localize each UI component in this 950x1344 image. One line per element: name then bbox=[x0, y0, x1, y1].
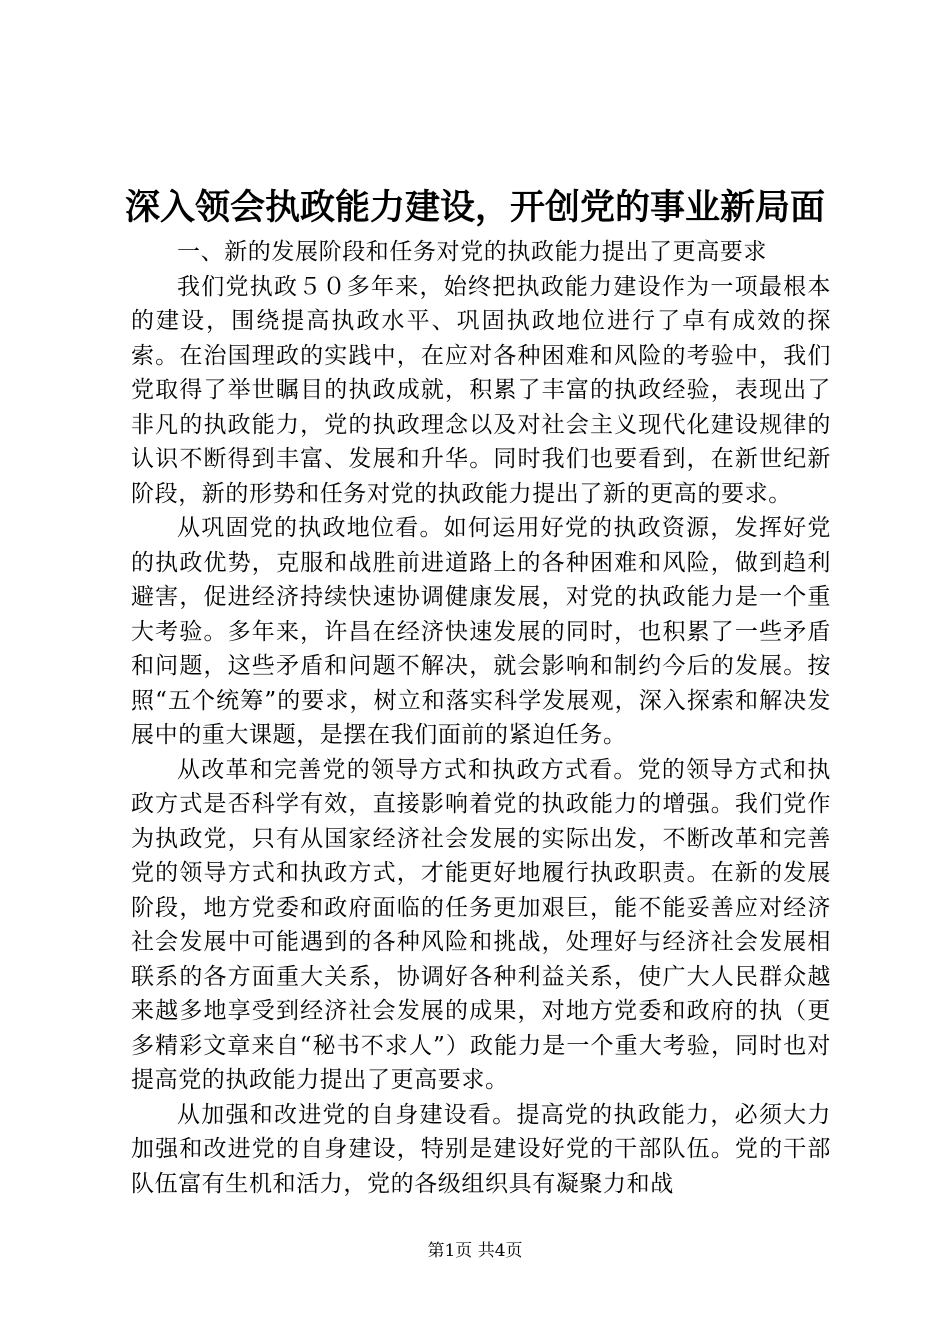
document-body bbox=[131, 235, 831, 1201]
paragraph: 从改革和完善党的领导方式和执政方式看。党的领导方式和执政方式是否科学有效，直接影响着党的执政能力的增强。我们党作为执政党，只有从国家经济社会发展的实际出发，不断改革和完善党的领导方式和执政方式，才能更好地履行执政职责。在新的发展阶段，地方党委和政府面临的任务更加艰巨，能不能妥善应对经济社会发展中可能遇到的各种风险和挑战，处理好与经济社会发展相联系的各方面重大关系，协调好各种利益关系，使广大人民群众越来越多地享受到经济社会发展的成果，对地方党委和政府的执（更多精彩文章来自“秘书不求人”）政能力是一个重大考验，同时也对提高党的执政能力提出了更高要求。 bbox=[131, 756, 831, 1093]
paragraph: 从巩固党的执政地位看。如何运用好党的执政资源，发挥好党的执政优势，克服和战胜前进道路上的各种困难和风险，做到趋利避害，促进经济持续快速协调健康发展，对党的执政能力是一个重大考验。多年来，许昌在经济快速发展的同时，也积累了一些矛盾和问题，这些矛盾和问题不解决，就会影响和制约今后的发展。按照“五个统筹”的要求，树立和落实科学发展观，深入探索和解决发展中的重大课题，是摆在我们面前的紧迫任务。 bbox=[131, 515, 831, 748]
paragraph: 我们党执政５０多年来，始终把执政能力建设作为一项最根本的建设，围绕提高执政水平、巩固执政地位进行了卓有成效的探索。在治国理政的实践中，在应对各种困难和风险的考验中，我们党取得了举世瞩目的执政成就，积累了丰富的执政经验，表现出了非凡的执政能力，党的执政理念以及对社会主义现代化建设规律的认识不断得到丰富、发展和升华。同时我们也要看到，在新世纪新阶段，新的形势和任务对党的执政能力提出了新的更高的要求。 bbox=[131, 273, 831, 507]
paragraph: 从加强和改进党的自身建设看。提高党的执政能力，必须大力加强和改进党的自身建设，特别是建设好党的干部队伍。党的干部队伍富有生机和活力，党的各级组织具有凝聚力和战 bbox=[131, 1101, 831, 1197]
section-heading: 一、新的发展阶段和任务对党的执政能力提出了更高要求 bbox=[177, 239, 767, 265]
page-number-footer: 第1页 共4页 bbox=[427, 1241, 523, 1261]
document-title: 深入领会执政能力建设，开创党的事业新局面 bbox=[124, 188, 825, 228]
